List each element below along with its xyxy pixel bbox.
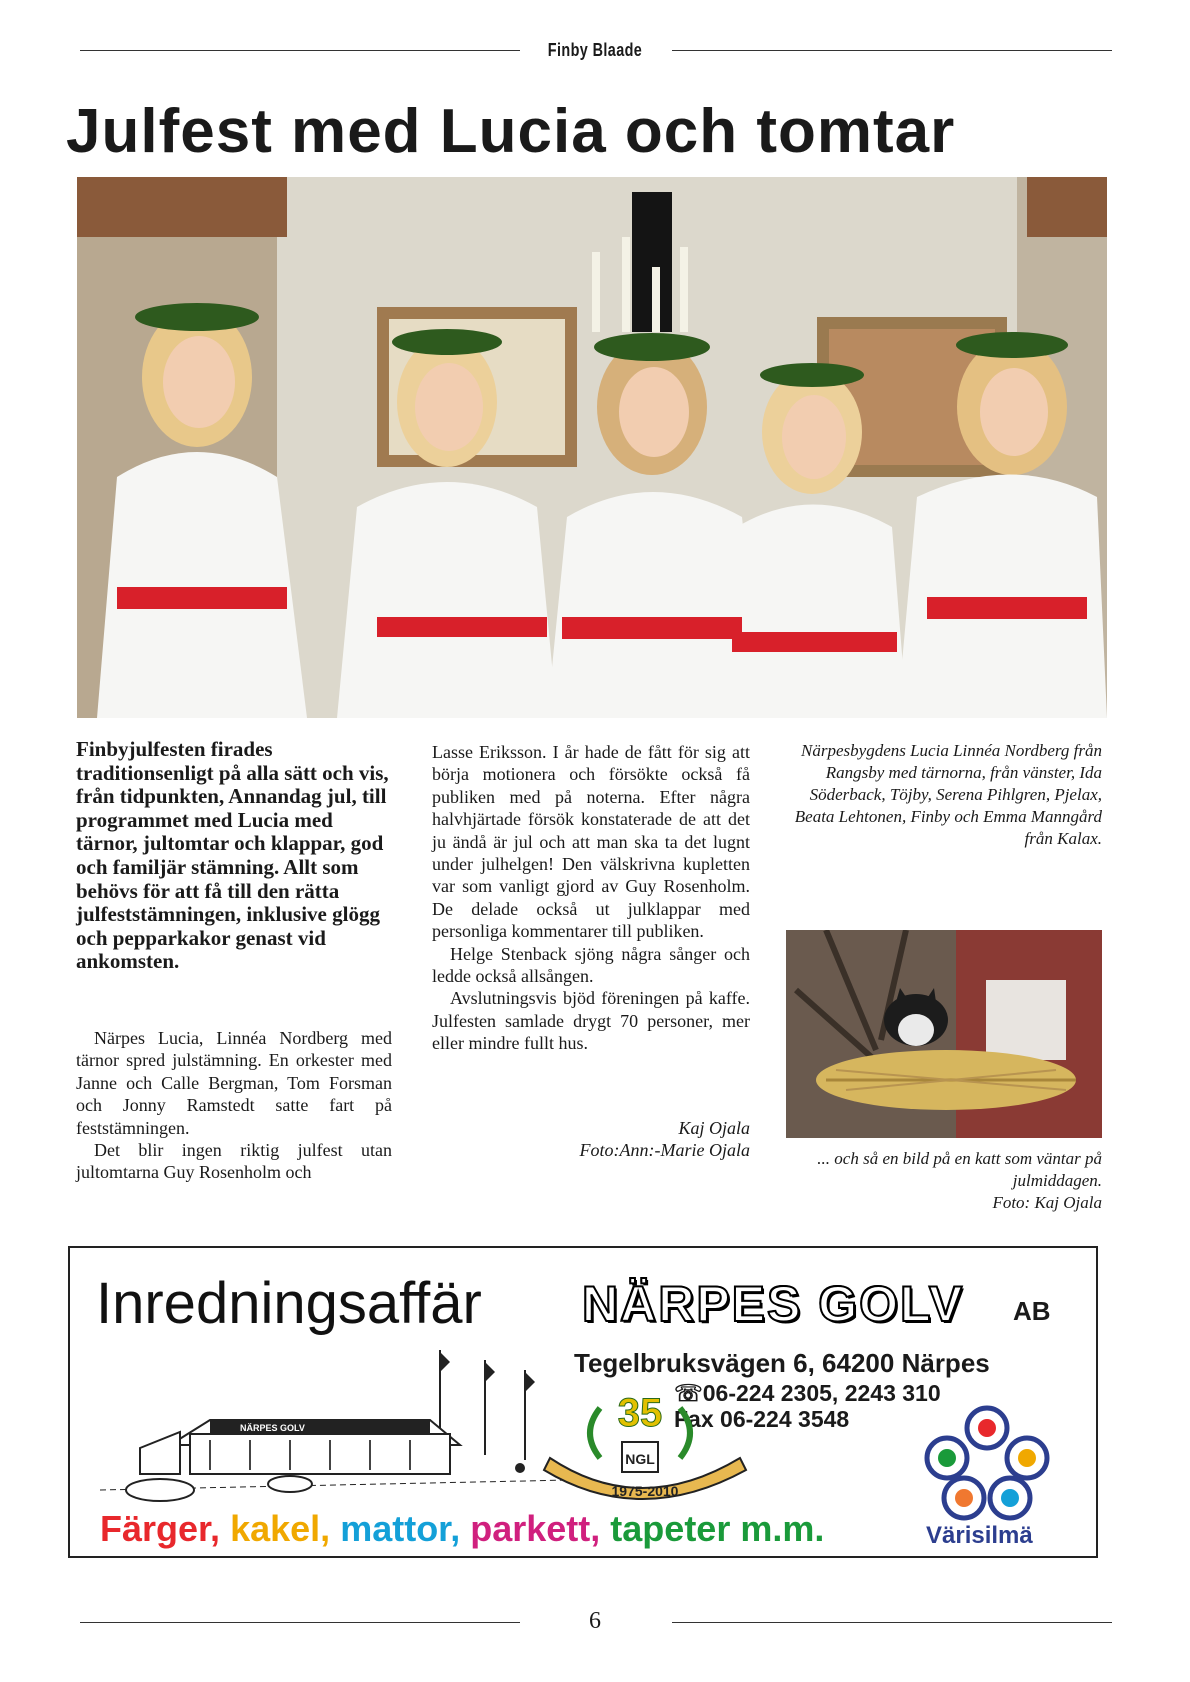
advertisement [68,1246,1098,1558]
ad-address: Tegelbruksvägen 6, 64200 Närpes [574,1348,990,1378]
page-number: 6 [589,1608,601,1634]
byline-author: Kaj Ojala [678,1118,750,1138]
cat-on-straw-photo [786,930,1102,1138]
article-column-1 [76,1027,392,1184]
cat-photo-credit: Foto: Kaj Ojala [992,1193,1102,1212]
emblem-years: 1975-2010 [611,1483,679,1499]
ad-slogan [100,1508,824,1550]
article-lead: Finbyjulfesten firades traditionsenligt på alla sätt och vis, från tidpunkten, Annandag jul, till programmet med Lucia med tärnor, jultomtar och klappar, god och familjär stämning. Allt som behövs för att få till den rätta julfeststämningen, inklusive glögg och pepparkakor genast vid ankomsten. [76,737,389,974]
partner-name: Värisilmä [926,1522,1033,1549]
publication-title: Finby Blaade [547,40,643,60]
slogan-word: tapeter m.m. [610,1508,825,1549]
varisilma-logo-icon [922,1398,1052,1523]
emblem-letters: NGL [625,1451,655,1467]
slogan-word: mattor, [340,1508,461,1549]
ad-brand-suffix: AB [1013,1296,1051,1326]
article-paragraph: Det blir ingen riktig julfest utan jultomtarna Guy Rosenholm och [76,1140,392,1183]
slogan-word: parkett, [470,1508,601,1549]
byline-photo-credit: Foto:Ann:-Marie Ojala [579,1140,750,1161]
byline [520,1117,750,1162]
article-headline: Julfest med Lucia och tomtar [66,97,956,166]
article-paragraph: Lasse Eriksson. I år hade de fått för sig att börja motionera och försökte också få publiken med på noterna. Efter några halvhjärtade försök konstaterade de att det ju ändå är jul och att man ska ta det lugnt under julhelgen! Den välskrivna kupletten var som vanligt gjord av Guy Rosenholm. De delade också ut julklappar med personliga kommentarer till publiken. [432,742,750,942]
building-sign-text: NÄRPES GOLV [240,1423,305,1433]
slogan-word: kakel, [230,1508,331,1549]
article-paragraph: Helge Stenback sjöng några sånger och ledde också allsången. [432,943,750,987]
photo-caption: Närpesbygdens Lucia Linnéa Nordberg från Rangsby med tärnorna, från vänster, Ida Söderback, Töjby, Serena Pihlgren, Pjelax, Beata Lehtonen, Finby och Emma Manngård från Kalax. [794,741,1102,848]
cat-photo-caption [786,1148,1102,1214]
slogan-word: Färger, [100,1508,221,1549]
store-building-drawing [100,1340,570,1510]
ad-fax: Fax 06-224 3548 [674,1406,850,1432]
emblem-number: 35 [617,1391,663,1435]
ad-title: Inredningsaffär [96,1271,482,1336]
article-paragraph: Närpes Lucia, Linnéa Nordberg med tärnor spred julstämning. En orkester med Janne och Calle Bergman, Tom Forsman och Jonny Ramstedt satte fart på feststämningen. [76,1028,392,1138]
ad-brand-name: NÄRPES GOLV [582,1276,965,1332]
ad-phone: ☏06-224 2305, 2243 310 [674,1380,941,1406]
article-paragraph: Avslutningsvis bjöd föreningen på kaffe. Julfesten samlade drygt 70 personer, mer eller mindre fullt hus. [432,988,750,1054]
anniversary-emblem [540,1388,780,1518]
cat-photo-caption-text: ... och så en bild på en katt som väntar på julmiddagen. [817,1149,1102,1190]
lucia-procession-photo [77,177,1107,718]
article-column-2 [432,741,750,1055]
